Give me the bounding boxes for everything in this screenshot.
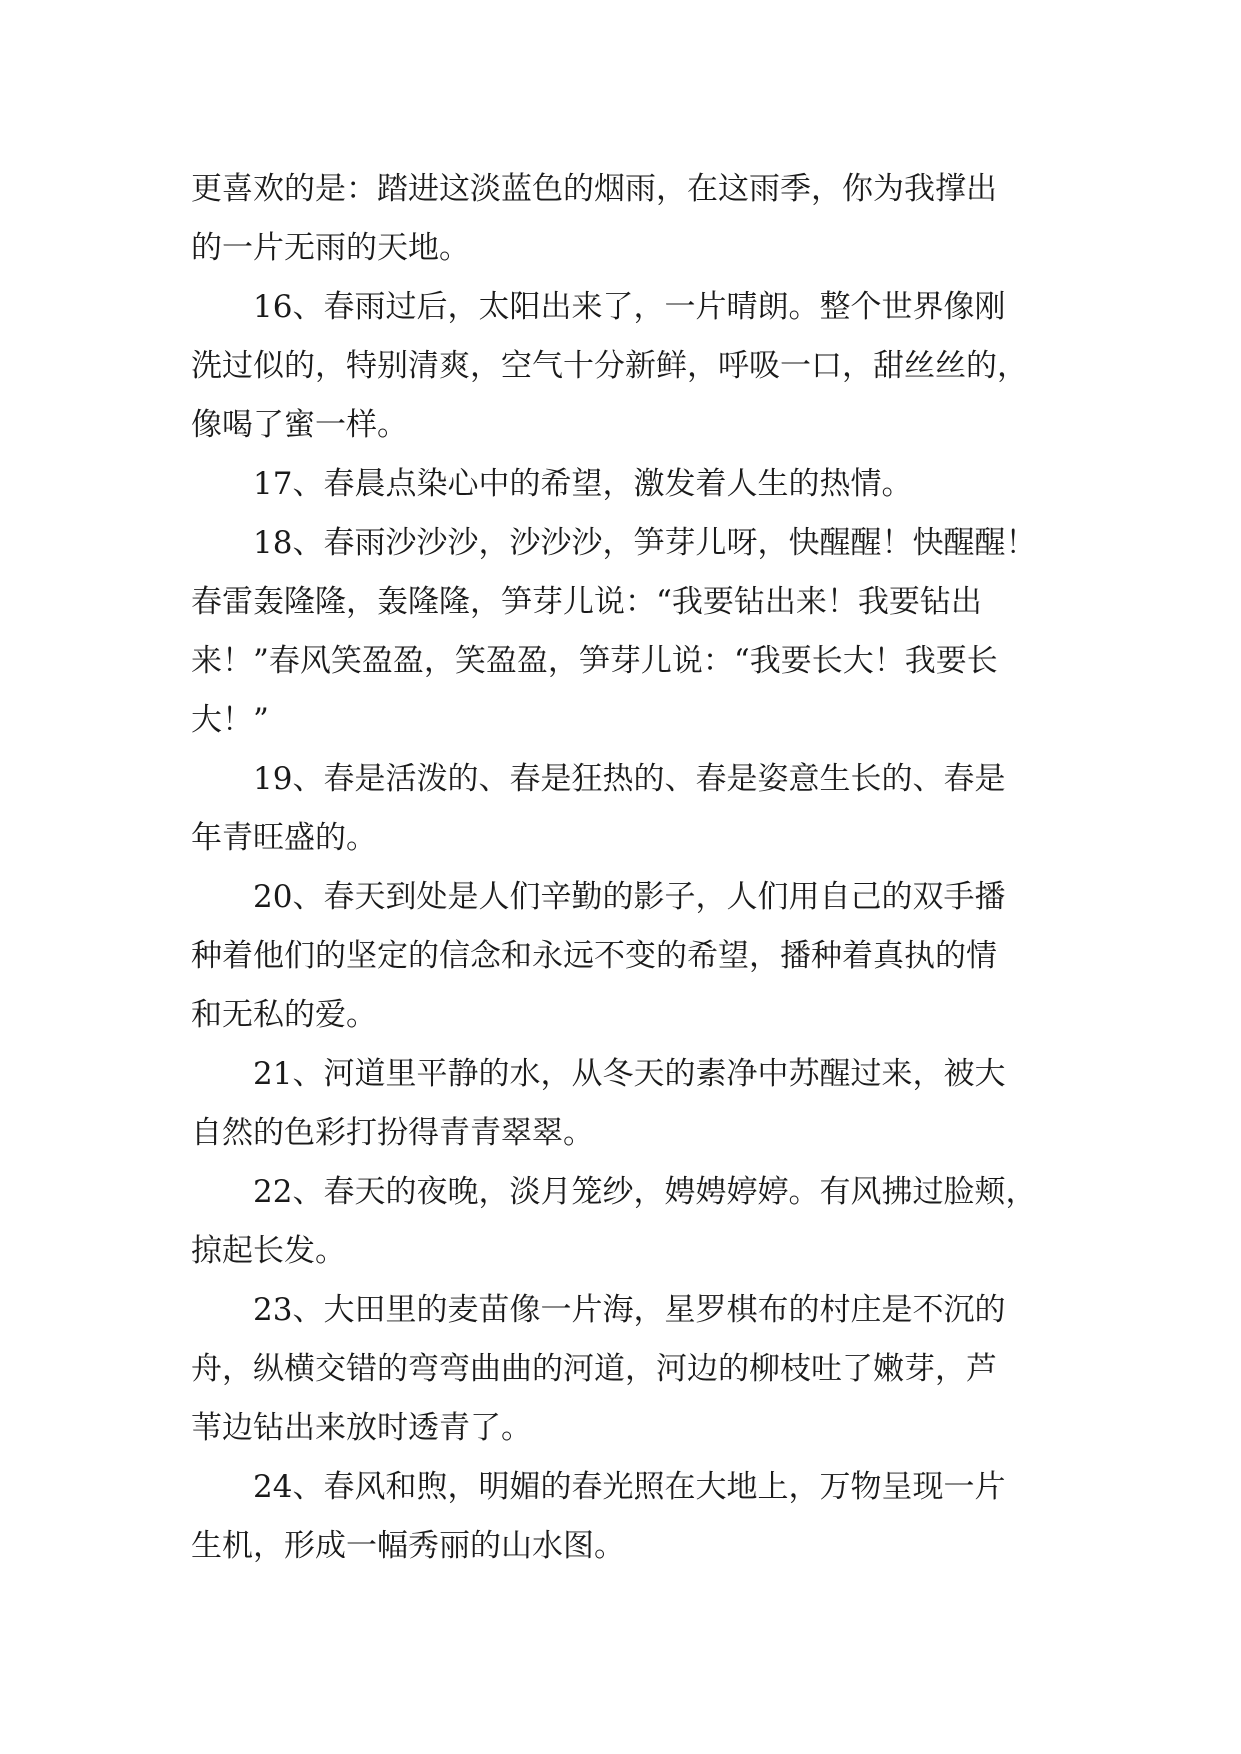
paragraph-line: 大！” — [191, 702, 269, 738]
paragraph-line: 更喜欢的是：踏进这淡蓝色的烟雨，在这雨季，你为我撑出 — [191, 171, 997, 207]
paragraph-16 — [191, 278, 1051, 455]
paragraph-20 — [191, 868, 1051, 1045]
paragraph-line: 像喝了蜜一样。 — [191, 407, 408, 443]
paragraph-line: 16、春雨过后，太阳出来了，一片晴朗。整个世界像刚 — [253, 289, 1006, 325]
paragraph-line: 掠起长发。 — [191, 1233, 346, 1269]
paragraph-line: 和无私的爱。 — [191, 997, 377, 1033]
document-body — [191, 160, 1051, 1576]
paragraph-line: 洗过似的，特别清爽，空气十分新鲜，呼吸一口，甜丝丝的， — [191, 348, 1028, 384]
paragraph-line: 年青旺盛的。 — [191, 820, 377, 856]
paragraph-line: 的一片无雨的天地。 — [191, 230, 470, 266]
paragraph-15-continued — [191, 160, 1051, 278]
paragraph-line: 种着他们的坚定的信念和永远不变的希望，播种着真执的情 — [191, 938, 997, 974]
paragraph-line: 24、春风和煦，明媚的春光照在大地上，万物呈现一片 — [253, 1469, 1006, 1505]
paragraph-line: 舟，纵横交错的弯弯曲曲的河道，河边的柳枝吐了嫩芽，芦 — [191, 1351, 997, 1387]
paragraph-19 — [191, 750, 1051, 868]
paragraph-line: 17、春晨点染心中的希望，激发着人生的热情。 — [253, 466, 913, 502]
paragraph-line: 春雷轰隆隆，轰隆隆，笋芽儿说：“我要钻出来！我要钻出 — [191, 584, 982, 620]
paragraph-line: 苇边钻出来放时透青了。 — [191, 1410, 532, 1446]
paragraph-line: 20、春天到处是人们辛勤的影子，人们用自己的双手播 — [253, 879, 1006, 915]
paragraph-line: 19、春是活泼的、春是狂热的、春是姿意生长的、春是 — [253, 761, 1006, 797]
paragraph-23 — [191, 1281, 1051, 1458]
paragraph-line: 18、春雨沙沙沙，沙沙沙，笋芽儿呀，快醒醒！快醒醒！ — [253, 525, 1037, 561]
paragraph-line: 生机，形成一幅秀丽的山水图。 — [191, 1528, 625, 1564]
paragraph-22 — [191, 1163, 1051, 1281]
paragraph-line: 21、河道里平静的水，从冬天的素净中苏醒过来，被大 — [253, 1056, 1006, 1092]
paragraph-21 — [191, 1045, 1051, 1163]
paragraph-17 — [191, 455, 1051, 514]
paragraph-line: 22、春天的夜晚，淡月笼纱，娉娉婷婷。有风拂过脸颊， — [253, 1174, 1037, 1210]
paragraph-24 — [191, 1458, 1051, 1576]
paragraph-line: 自然的色彩打扮得青青翠翠。 — [191, 1115, 594, 1151]
paragraph-line: 来！”春风笑盈盈，笑盈盈，笋芽儿说：“我要长大！我要长 — [191, 643, 998, 679]
paragraph-18 — [191, 514, 1051, 750]
paragraph-line: 23、大田里的麦苗像一片海，星罗棋布的村庄是不沉的 — [253, 1292, 1006, 1328]
